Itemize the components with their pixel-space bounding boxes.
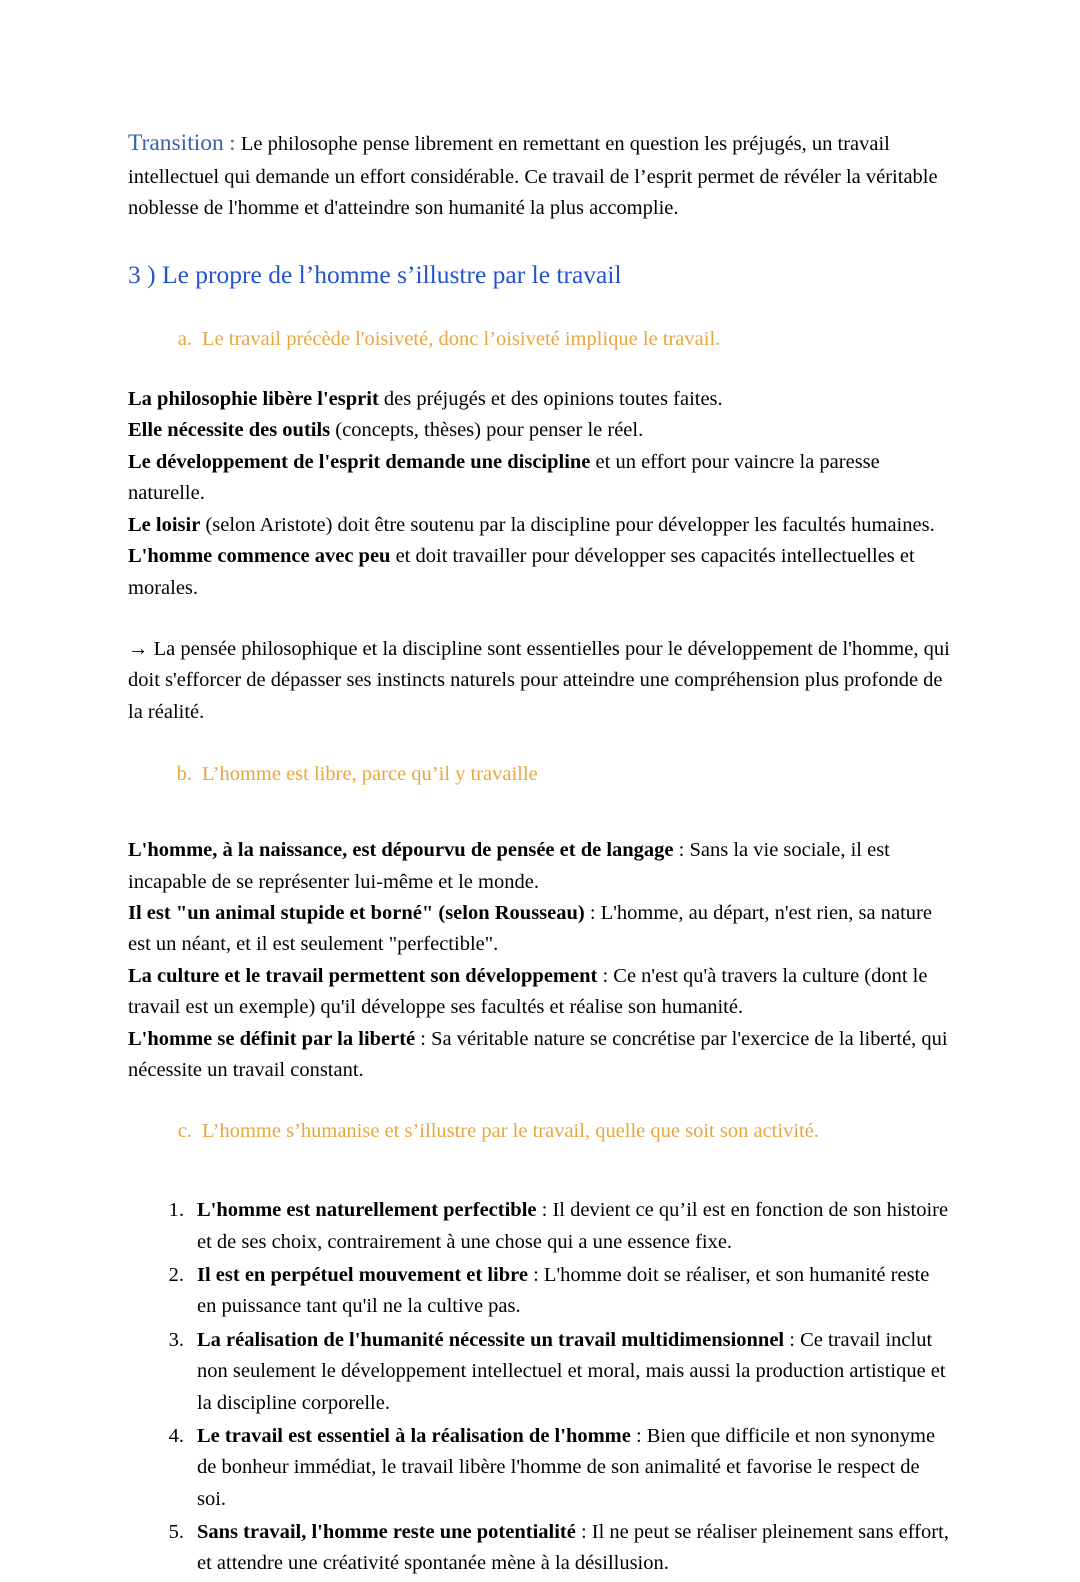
paragraph-rest: : Sa véritable nature se concrétise par l'exercice de la liberté, qui nécessite un travail constant. [128, 1027, 948, 1082]
paragraph-rest: (selon Aristote) doit être soutenu par la discipline pour développer les facultés humaines. [200, 513, 935, 536]
paragraph [128, 835, 953, 898]
transition-label: Transition [128, 130, 224, 156]
paragraph-lead: Elle nécessite des outils [128, 419, 331, 442]
sub-heading-c-title: L’homme s’humanise et s’illustre par le travail, quelle que soit son activité. [202, 1119, 819, 1142]
paragraph-rest: et un effort pour vaincre la paresse naturelle. [128, 450, 880, 505]
paragraph-rest: (concepts, thèses) pour penser le réel. [330, 419, 644, 442]
paragraph-lead: L'homme se définit par la liberté [128, 1027, 416, 1050]
list-item-lead: Le travail est essentiel à la réalisation de l'homme [197, 1424, 631, 1447]
list-item [128, 1260, 953, 1323]
paragraph-lead: La philosophie libère l'esprit [128, 387, 379, 410]
paragraph-lead: La culture et le travail permettent son développement [128, 964, 598, 987]
sub-heading-a-marker: a. [177, 328, 192, 351]
list-item-rest: : Ce travail inclut non seulement le développement intellectuel et moral, mais aussi la production artistique et la discipline corporelle. [197, 1328, 946, 1414]
numbered-list [128, 1195, 953, 1579]
paragraph [128, 1024, 953, 1087]
paragraph-rest: des préjugés et des opinions toutes faites. [378, 387, 723, 410]
list-item-lead: Il est en perpétuel mouvement et libre [197, 1264, 528, 1287]
paragraph-rest: : Ce n'est qu'à travers la culture (dont le travail est un exemple) qu'il développe ses facultés et réalise son humanité. [128, 964, 928, 1019]
sub-heading-b-title: L’homme est libre, parce qu’il y travaille [202, 763, 538, 786]
list-item-number: 1. [168, 1199, 184, 1222]
paragraph-lead: Il est "un animal stupide et borné" (selon Rousseau) [128, 901, 585, 924]
paragraph [128, 961, 953, 1024]
list-item-lead: L'homme est naturellement perfectible [197, 1199, 537, 1222]
list-item-number: 4. [168, 1424, 184, 1447]
transition-paragraph [128, 126, 953, 224]
section-heading: 3 ) Le propre de l’homme s’illustre par le travail [128, 260, 622, 290]
paragraph [128, 415, 953, 446]
paragraph [128, 447, 953, 510]
list-item-number: 3. [168, 1328, 184, 1351]
list-item-rest: : Il devient ce qu’il est en fonction de son histoire et de ses choix, contrairement à une chose qui a une essence fixe. [197, 1199, 949, 1253]
document-content [128, 126, 953, 1582]
sub-heading-a [128, 325, 953, 354]
sub-heading-a-title: Le travail précède l'oisiveté, donc l’oisiveté implique le travail. [202, 328, 721, 351]
sub-heading-c [128, 1117, 953, 1146]
transition-colon: : [223, 130, 241, 155]
list-item [128, 1421, 953, 1515]
paragraph-lead: L'homme commence avec peu [128, 545, 391, 568]
paragraph [128, 384, 953, 415]
conclusion-arrow-a: → La pensée philosophique et la discipline sont essentielles pour le développement de l'homme, qui doit s'efforcer de dépasser ses instincts naturels pour atteindre une compréhension plus profonde de la réalité. [128, 638, 950, 723]
paragraph-lead: Le développement de l'esprit demande une discipline [128, 450, 591, 473]
list-item-number: 2. [168, 1264, 184, 1287]
sub-heading-b [128, 760, 953, 789]
list-item-lead: Sans travail, l'homme reste une potentialité [197, 1520, 576, 1543]
paragraph [128, 898, 953, 961]
transition-body-text: Le philosophe pense librement en remettant en question les préjugés, un travail intellectuel qui demande un effort considérable. Ce travail de l’esprit permet de révéler la véritable noblesse de l'homme et d'atteindre son humanité la plus accomplie. [128, 133, 938, 219]
list-item-lead: La réalisation de l'humanité nécessite un travail multidimensionnel [197, 1328, 785, 1351]
sub-heading-c-marker: c. [177, 1119, 192, 1142]
list-item-rest: : L'homme doit se réaliser, et son humanité reste en puissance tant qu'il ne la cultive pas. [197, 1264, 930, 1318]
list-item-rest: : Il ne peut se réaliser pleinement sans effort, et attendre une créativité spontanée mène à la désillusion. [197, 1520, 949, 1575]
paragraph [128, 510, 953, 541]
list-item-rest: : Bien que difficile et non synonyme de bonheur immédiat, le travail libère l'homme de son animalité et favorise le respect de soi. [197, 1424, 936, 1510]
paragraph-rest: : L'homme, au départ, n'est rien, sa nature est un néant, et il est seulement "perfectible". [128, 901, 932, 956]
paragraph-rest: et doit travailler pour développer ses capacités intellectuelles et morales. [128, 545, 915, 599]
sub-heading-b-marker: b. [176, 763, 192, 786]
paragraph [128, 541, 953, 604]
paragraph-rest: : Sans la vie sociale, il est incapable de se représenter lui-même et le monde. [128, 839, 890, 893]
list-item [128, 1195, 953, 1258]
spacer [128, 1175, 953, 1195]
paragraph-lead: Le loisir [128, 513, 201, 536]
list-item [128, 1325, 953, 1419]
list-item [128, 1517, 953, 1580]
list-item-number: 5. [168, 1520, 184, 1543]
body-block-b [128, 835, 953, 1087]
body-block-a [128, 384, 953, 604]
paragraph-lead: L'homme, à la naissance, est dépourvu de pensée et de langage [128, 839, 674, 862]
